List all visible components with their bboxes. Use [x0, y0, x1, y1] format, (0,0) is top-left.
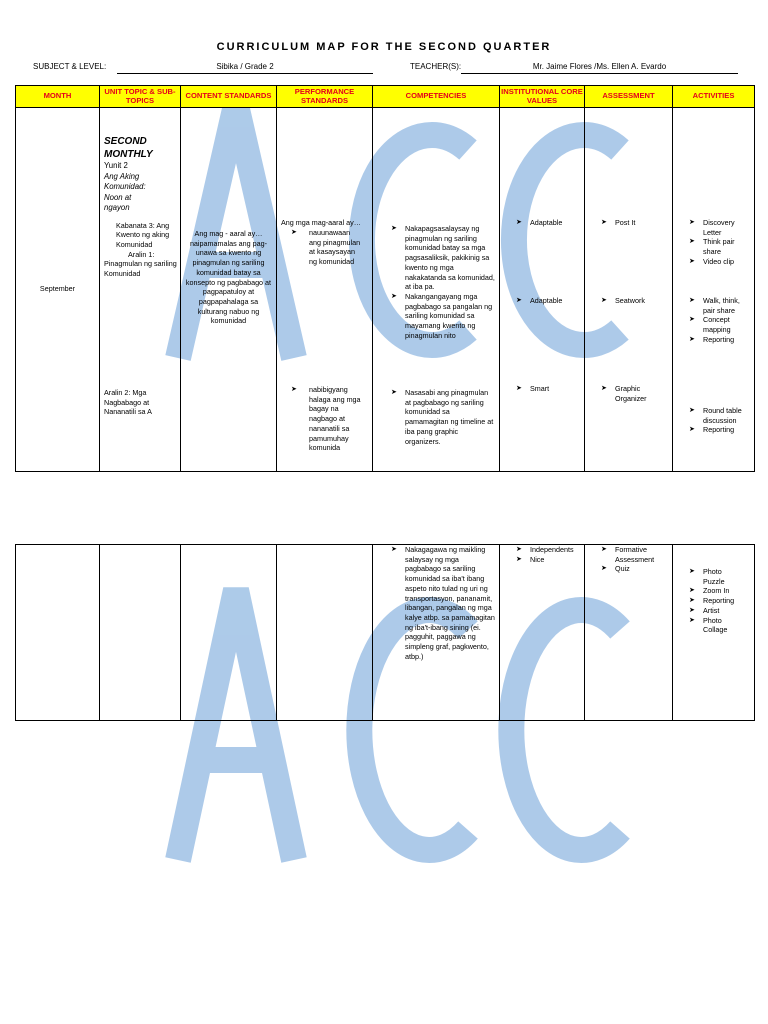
- activity-item: ➤ Walk, think, pair share: [687, 296, 750, 315]
- activity-item: ➤ Reporting: [687, 425, 750, 435]
- header-row: [16, 86, 755, 108]
- activities-cell: [673, 108, 755, 472]
- core-values-cell: [500, 108, 585, 472]
- assessment-item: ➤ Quiz: [599, 564, 668, 574]
- activity-item: ➤ Round table discussion: [687, 406, 750, 425]
- core-value: ➤ Adaptable: [514, 218, 582, 228]
- core-value: ➤ Smart: [514, 384, 582, 394]
- teacher-underline: [461, 73, 738, 74]
- activity-item: ➤ Discovery Letter: [687, 218, 750, 237]
- unit-topic-cell: [100, 545, 181, 721]
- assessment-item: ➤ Post It: [599, 218, 670, 228]
- header-unit-topic: UNIT TOPIC & SUB-TOPICS: [100, 86, 181, 108]
- activity-item: ➤ Think pair share: [687, 237, 750, 256]
- content-standards-cell: [181, 545, 277, 721]
- activity-item: ➤ Photo Collage: [687, 616, 740, 635]
- activity-item: ➤ Zoom In: [687, 586, 740, 596]
- header-activities: ACTIVITIES: [673, 86, 755, 108]
- core-value: ➤ Nice: [514, 555, 582, 565]
- perf-intro: Ang mga mag-aaral ay…: [281, 218, 361, 227]
- core-values-cell: [500, 545, 585, 721]
- unit-yunit: Yunit 2: [104, 161, 128, 170]
- activity-item: ➤ Reporting: [687, 335, 750, 345]
- assessment-item: ➤ Graphic Organizer: [599, 384, 658, 403]
- teacher-label: TEACHER(S):: [410, 62, 462, 71]
- performance-standards-cell: [277, 545, 373, 721]
- competency-item: ➤ Nakangangayang mga pagbabago sa pangalan ng sariling komunidad sa mayamang kwento ng pinagmulan nito: [389, 292, 495, 341]
- subject-label: SUBJECT & LEVEL:: [33, 62, 107, 71]
- performance-standards-cell: [277, 108, 373, 472]
- competencies-cell: [373, 545, 500, 721]
- subject-underline: [117, 73, 373, 74]
- competency-item: ➤ Nakapagsasalaysay ng pinagmulan ng sariling komunidad batay sa mga pagsasaliksik, pakikinig sa kwento ng mga nakakatanda sa komunidad, at iba pa.: [389, 224, 495, 292]
- document-title: CURRICULUM MAP FOR THE SECOND QUARTER: [216, 41, 552, 53]
- assessment-item: ➤ Formative Assessment: [599, 545, 668, 564]
- content-standards-cell: [181, 108, 277, 472]
- competency-item: ➤ Nakagagawa ng maikling salaysay ng mga pagbabago sa sariling komunidad sa iba't ibang aspeto nito tulad ng uri ng transportasyon, pananamit, libangan, pangalan ng mga kalye atbp. sa pamamagitan ng iba't-ibang sining (ei. pagguhit, paggawa ng simpleng graf, pagkwento, atbp.): [389, 545, 495, 662]
- aralin2: Aralin 2: Mga Nagbabago at Nananatili sa A: [104, 388, 152, 417]
- table-row: [16, 108, 755, 472]
- table-row: [16, 545, 755, 721]
- month-value: September: [39, 284, 76, 293]
- activity-item: ➤ Artist: [687, 606, 740, 616]
- subject-value: Sibika / Grade 2: [216, 62, 274, 71]
- header-performance-standards: PERFORMANCE STANDARDS: [277, 86, 373, 108]
- unit-heading: SECOND MONTHLY: [104, 136, 153, 160]
- assessment-item: ➤ Seatwork: [599, 296, 670, 306]
- perf-bullet: ➤ nabibigyang halaga ang mga bagay na nagbago at nananatili sa pamumuhay komunida: [289, 385, 364, 453]
- aralin1-label: Aralin 1:: [128, 249, 155, 259]
- unit-title: Ang Aking Komunidad: Noon at ngayon: [104, 171, 146, 213]
- month-cell: [16, 545, 100, 721]
- header-core-values: INSTITUTIONAL CORE VALUES: [500, 86, 585, 108]
- curriculum-table-1: [15, 85, 755, 472]
- curriculum-table-2: [15, 544, 755, 721]
- core-value: ➤ Adaptable: [514, 296, 582, 306]
- competency-item: ➤ Nasasabi ang pinagmulan at pagbabago ng sariling komunidad sa pamamagitan ng timeline at iba pang graphic organizers.: [389, 388, 495, 446]
- content-standard: Ang mag - aaral ay… naipamamalas ang pag-unawa sa kwento ng pinagmulan ng sariling komunidad batay sa konsepto ng pagbabago at pagpapatuloy at pagpapahalaga sa kulturang nabuo ng komunidad: [185, 229, 272, 326]
- perf-bullet: ➤ nauunawaan ang pinagmulan at kasaysayan ng komunidad: [289, 228, 364, 267]
- activities-cell: [673, 545, 755, 721]
- assessment-cell: [585, 545, 673, 721]
- header-competencies: COMPETENCIES: [373, 86, 500, 108]
- header-month: MONTH: [16, 86, 100, 108]
- unit-topic-cell: [100, 108, 181, 472]
- teacher-value: Mr. Jaime Flores /Ms. Ellen A. Evardo: [532, 62, 667, 71]
- activity-item: ➤ Video clip: [687, 257, 750, 267]
- assessment-cell: [585, 108, 673, 472]
- aralin1: Pinagmulan ng sariling Komunidad: [104, 259, 177, 279]
- activity-item: ➤ Photo Puzzle: [687, 567, 740, 586]
- core-value: ➤ Independents: [514, 545, 582, 555]
- header-assessment: ASSESSMENT: [585, 86, 673, 108]
- competencies-cell: [373, 108, 500, 472]
- header-content-standards: CONTENT STANDARDS: [181, 86, 277, 108]
- kabanata: Kabanata 3: Ang Kwento ng aking Komunidad: [116, 220, 170, 250]
- month-cell: [16, 108, 100, 472]
- activity-item: ➤ Concept mapping: [687, 315, 750, 334]
- activity-item: ➤ Reporting: [687, 596, 740, 606]
